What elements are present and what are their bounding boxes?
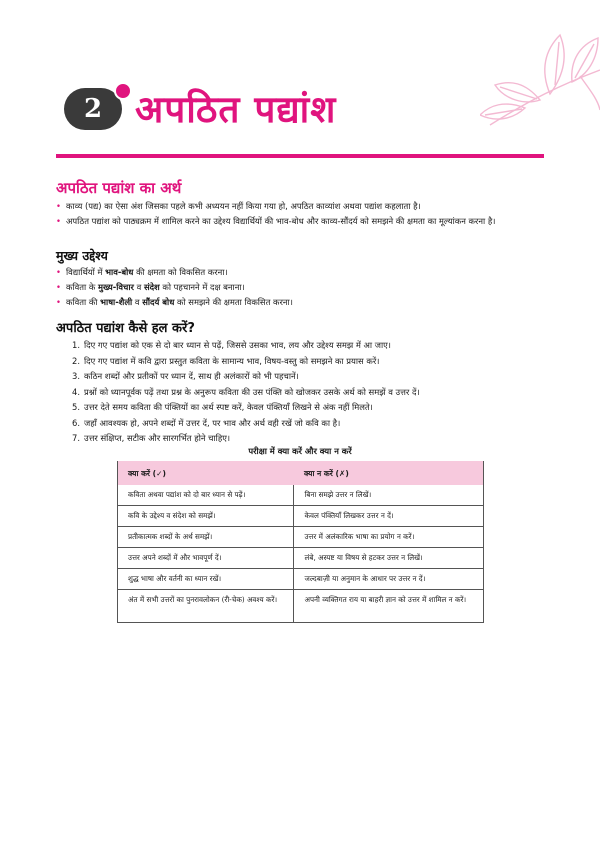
table-row — [118, 506, 484, 527]
bullet-icon: • — [56, 282, 61, 292]
list-item: 1. दिए गए पद्यांश को एक से दो बार ध्यान से पढ़ें, जिससे उसका भाव, लय और उद्देश्य समझ में आ जाए। — [72, 340, 391, 350]
table-cell-dont: केवल पंक्तियाँ लिखकर उत्तर न दें। — [294, 506, 484, 527]
list-item: • अपठित पद्यांश को पाठ्यक्रम में शामिल करने का उद्देश्य विद्यार्थियों की भाव-बोध और काव्य-सौंदर्य को समझने की क्षमता का मूल्यांकन करना है। — [56, 216, 496, 226]
list-item: 4. प्रश्नों को ध्यानपूर्वक पढ़ें तथा प्रश्न के अनुरूप कविता की उस पंक्ति को खोजकर उसके अर्थ को समझें व उत्तर दें। — [72, 386, 420, 397]
table-row — [118, 548, 484, 569]
section-heading-meaning: अपठित पद्यांश का अर्थ — [56, 179, 182, 197]
table-cell-do: कवि के उद्देश्य व संदेश को समझें। — [118, 506, 294, 527]
dos-donts-table — [117, 461, 484, 623]
bullet-icon: • — [56, 267, 61, 277]
section-heading-objectives: मुख्य उद्देश्य — [56, 248, 108, 263]
table-cell-do: उत्तर अपने शब्दों में और भावपूर्ण दें। — [118, 548, 294, 569]
bullet-icon: • — [56, 216, 61, 226]
table-row — [118, 485, 484, 506]
chapter-badge-dot — [114, 82, 132, 100]
bullet-icon: • — [56, 201, 61, 211]
table-cell-dont: उत्तर में अलंकारिक भाषा का प्रयोग न करें। — [294, 527, 484, 548]
table-row — [118, 569, 484, 590]
list-item: • विद्यार्थियों में भाव-बोध की क्षमता को विकसित करना। — [56, 267, 228, 277]
table-caption: परीक्षा में क्या करें और क्या न करें — [248, 446, 352, 456]
chapter-title: अपठित पद्यांश — [135, 88, 337, 131]
table-cell-dont: बिना समझे उत्तर न लिखें। — [294, 485, 484, 506]
howto-steps-list — [72, 338, 542, 447]
list-item: 2. दिए गए पद्यांश में कवि द्वारा प्रस्तुत कविता के सामान्य भाव, विषय-वस्तु को समझने का प्रयास करें। — [72, 355, 380, 366]
leaf-decoration-icon — [480, 30, 600, 130]
bullet-icon: • — [56, 297, 61, 307]
table-cell-dont: अपनी व्यक्तिगत राय या बाहरी ज्ञान को उत्तर में शामिल न करें। — [294, 590, 484, 623]
list-item: • कविता के मुख्य-विचार व संदेश को पहचानने में दक्ष बनाना। — [56, 282, 245, 292]
chapter-number-badge — [64, 88, 122, 130]
title-rule — [56, 154, 544, 158]
list-item: • काव्य (पद्य) का ऐसा अंश जिसका पहले कभी अध्ययन नहीं किया गया हो, अपठित काव्यांश अथवा पद्यांश कहलाता है। — [56, 201, 421, 211]
column-header-do: क्या करें (✓) — [118, 461, 294, 485]
table-cell-do: अंत में सभी उत्तरों का पुनरावलोकन (री-चेक) अवश्य करें। — [118, 590, 294, 623]
list-item: 6. जहाँ आवश्यक हो, अपने शब्दों में उत्तर दें, पर भाव और अर्थ वही रखें जो कवि का है। — [72, 417, 341, 428]
table-row — [118, 590, 484, 623]
table-cell-do: कविता अथवा पद्यांश को दो बार ध्यान से पढ़ें। — [118, 485, 294, 506]
table-row — [118, 527, 484, 548]
table-cell-do: शुद्ध भाषा और वर्तनी का ध्यान रखें। — [118, 569, 294, 590]
table-cell-dont: जल्दबाज़ी या अनुमान के आधार पर उत्तर न दें। — [294, 569, 484, 590]
section-heading-howto: अपठित पद्यांश कैसे हल करें? — [56, 321, 195, 336]
table-cell-do: प्रतीकात्मक शब्दों के अर्थ समझें। — [118, 527, 294, 548]
list-item: 3. कठिन शब्दों और प्रतीकों पर ध्यान दें, साथ ही अलंकारों को भी पहचानें। — [72, 371, 299, 381]
list-item: • कविता की भाषा-शैली व सौंदर्य बोध को समझने की क्षमता विकसित करना। — [56, 297, 293, 307]
table-header-row — [118, 461, 484, 485]
list-item: 5. उत्तर देते समय कविता की पंक्तियों का अर्थ स्पष्ट करें, केवल पंक्तियाँ लिखने से अंक नहीं मिलते। — [72, 402, 373, 412]
meaning-list — [56, 200, 546, 230]
objectives-list — [56, 266, 546, 311]
chapter-number: 2 — [83, 94, 103, 124]
column-header-dont: क्या न करें (✗) — [294, 461, 484, 485]
table-cell-dont: लंबे, अस्पष्ट या विषय से हटकर उत्तर न लिखें। — [294, 548, 484, 569]
list-item: 7. उत्तर संक्षिप्त, सटीक और सारगर्भित होने चाहिए। — [72, 433, 231, 443]
